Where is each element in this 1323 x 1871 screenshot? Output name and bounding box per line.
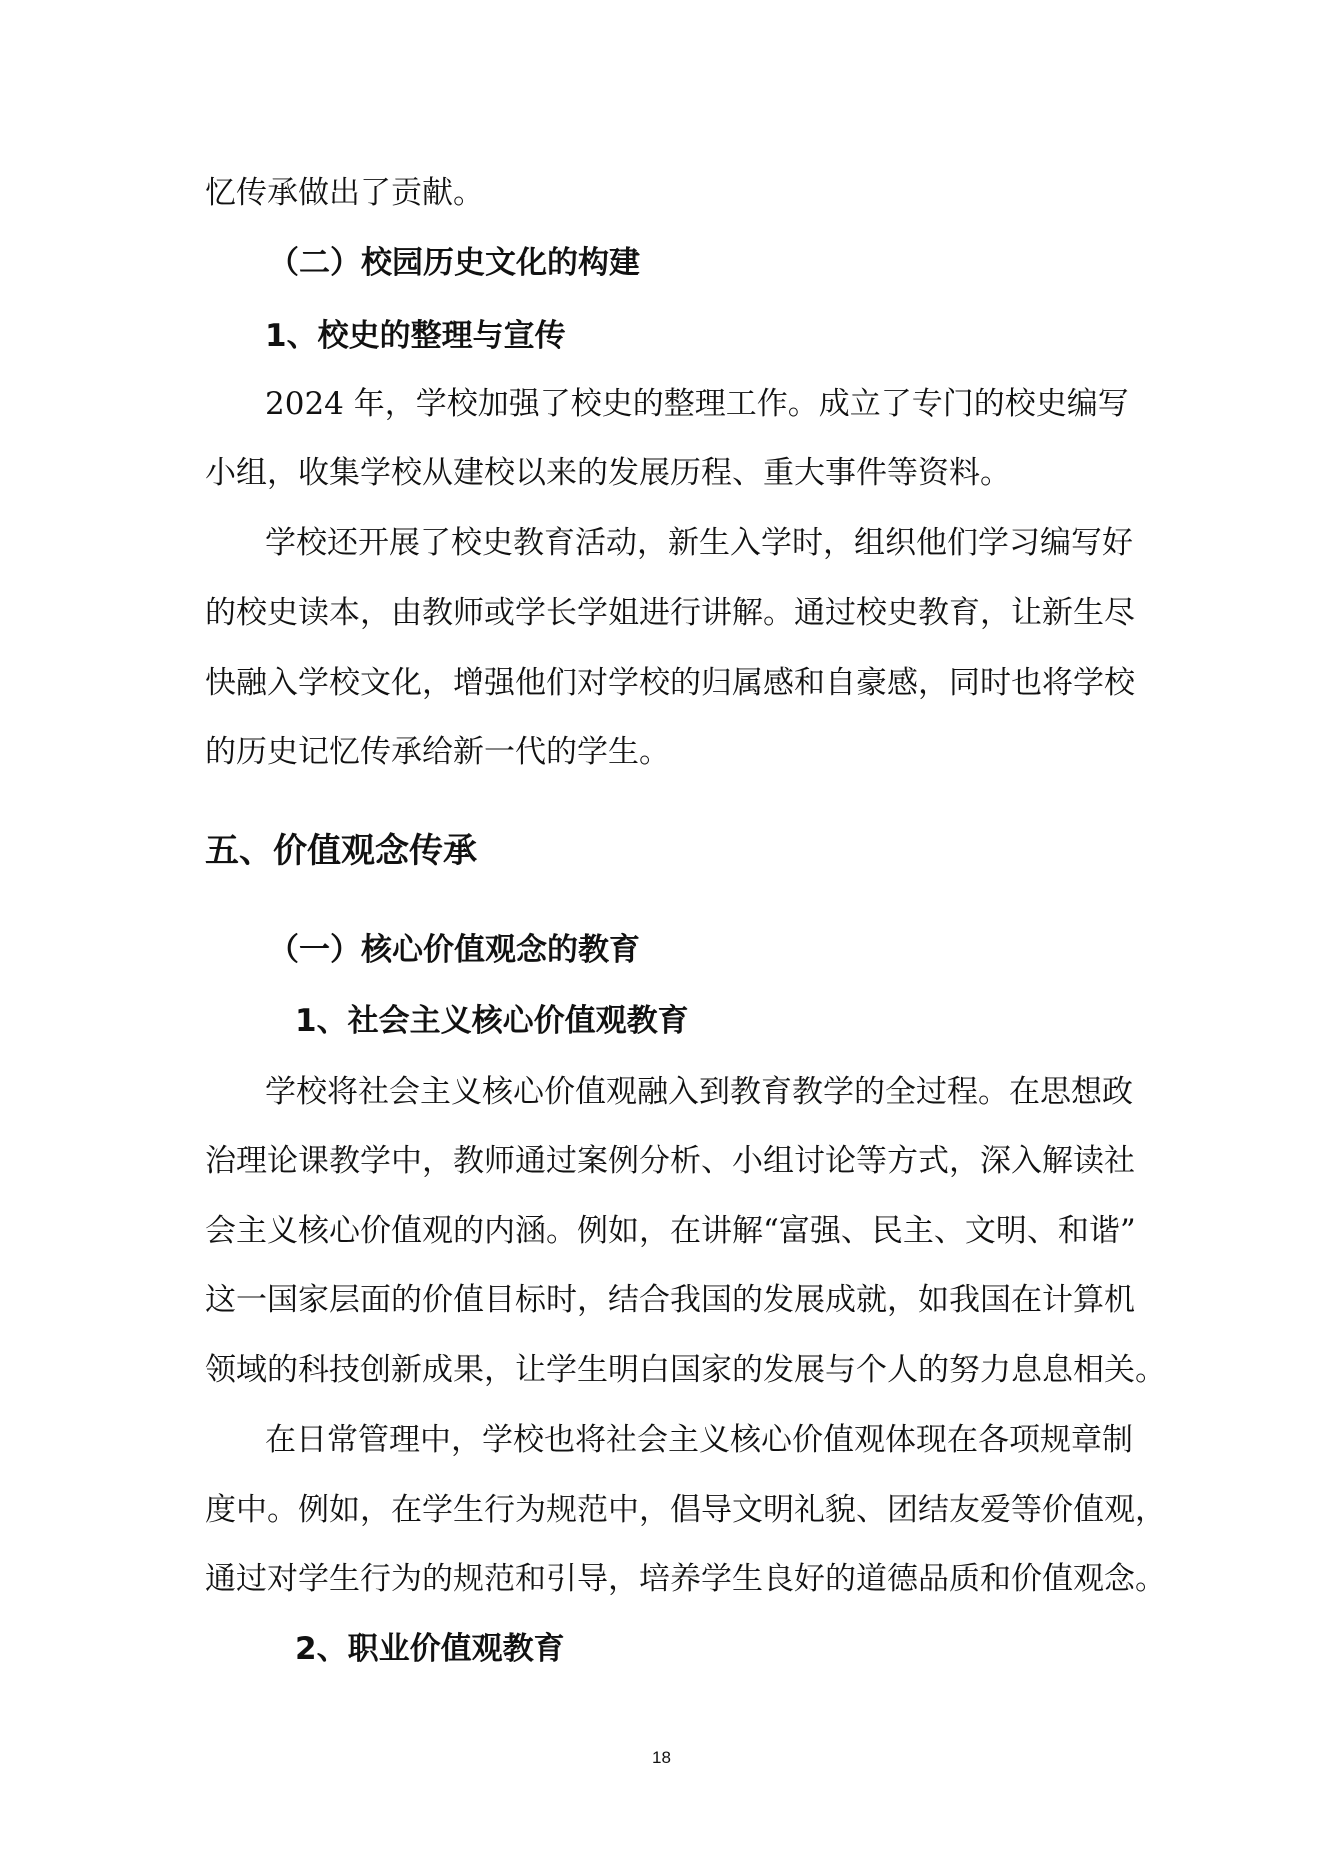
section-heading: （二）校园历史文化的构建 xyxy=(268,245,640,281)
subsection-heading: 2、职业价值观教育 xyxy=(295,1631,565,1667)
chapter-heading: 五、价值观念传承 xyxy=(205,831,477,871)
body-line: 这一国家层面的价值目标时，结合我国的发展成就，如我国在计算机 xyxy=(205,1282,1135,1318)
subsection-heading: 1、社会主义核心价值观教育 xyxy=(295,1003,689,1039)
body-line: 的校史读本，由教师或学长学姐进行讲解。通过校史教育，让新生尽 xyxy=(205,595,1135,631)
body-line: 快融入学校文化，增强他们对学校的归属感和自豪感，同时也将学校 xyxy=(205,665,1135,701)
section-heading: （一）核心价值观念的教育 xyxy=(268,932,640,968)
body-line: 学校还开展了校史教育活动，新生入学时，组织他们学习编写好 xyxy=(265,525,1133,561)
body-line: 学校将社会主义核心价值观融入到教育教学的全过程。在思想政 xyxy=(265,1074,1133,1110)
body-line: 度中。例如，在学生行为规范中，倡导文明礼貌、团结友爱等价值观， xyxy=(205,1492,1166,1528)
body-line: 的历史记忆传承给新一代的学生。 xyxy=(205,734,670,770)
body-line: 忆传承做出了贡献。 xyxy=(205,175,484,211)
page-number: 18 xyxy=(652,1748,671,1767)
body-line: 治理论课教学中，教师通过案例分析、小组讨论等方式，深入解读社 xyxy=(205,1143,1135,1179)
body-line: 2024 年，学校加强了校史的整理工作。成立了专门的校史编写 xyxy=(265,386,1129,422)
body-line: 会主义核心价值观的内涵。例如，在讲解“富强、民主、文明、和谐” xyxy=(205,1213,1136,1249)
subsection-heading: 1、校史的整理与宣传 xyxy=(265,318,566,354)
body-line: 在日常管理中，学校也将社会主义核心价值观体现在各项规章制 xyxy=(265,1422,1133,1458)
body-line: 小组，收集学校从建校以来的发展历程、重大事件等资料。 xyxy=(205,455,1011,491)
body-line: 领域的科技创新成果，让学生明白国家的发展与个人的努力息息相关。 xyxy=(205,1352,1166,1388)
body-line: 通过对学生行为的规范和引导，培养学生良好的道德品质和价值观念。 xyxy=(205,1561,1166,1597)
